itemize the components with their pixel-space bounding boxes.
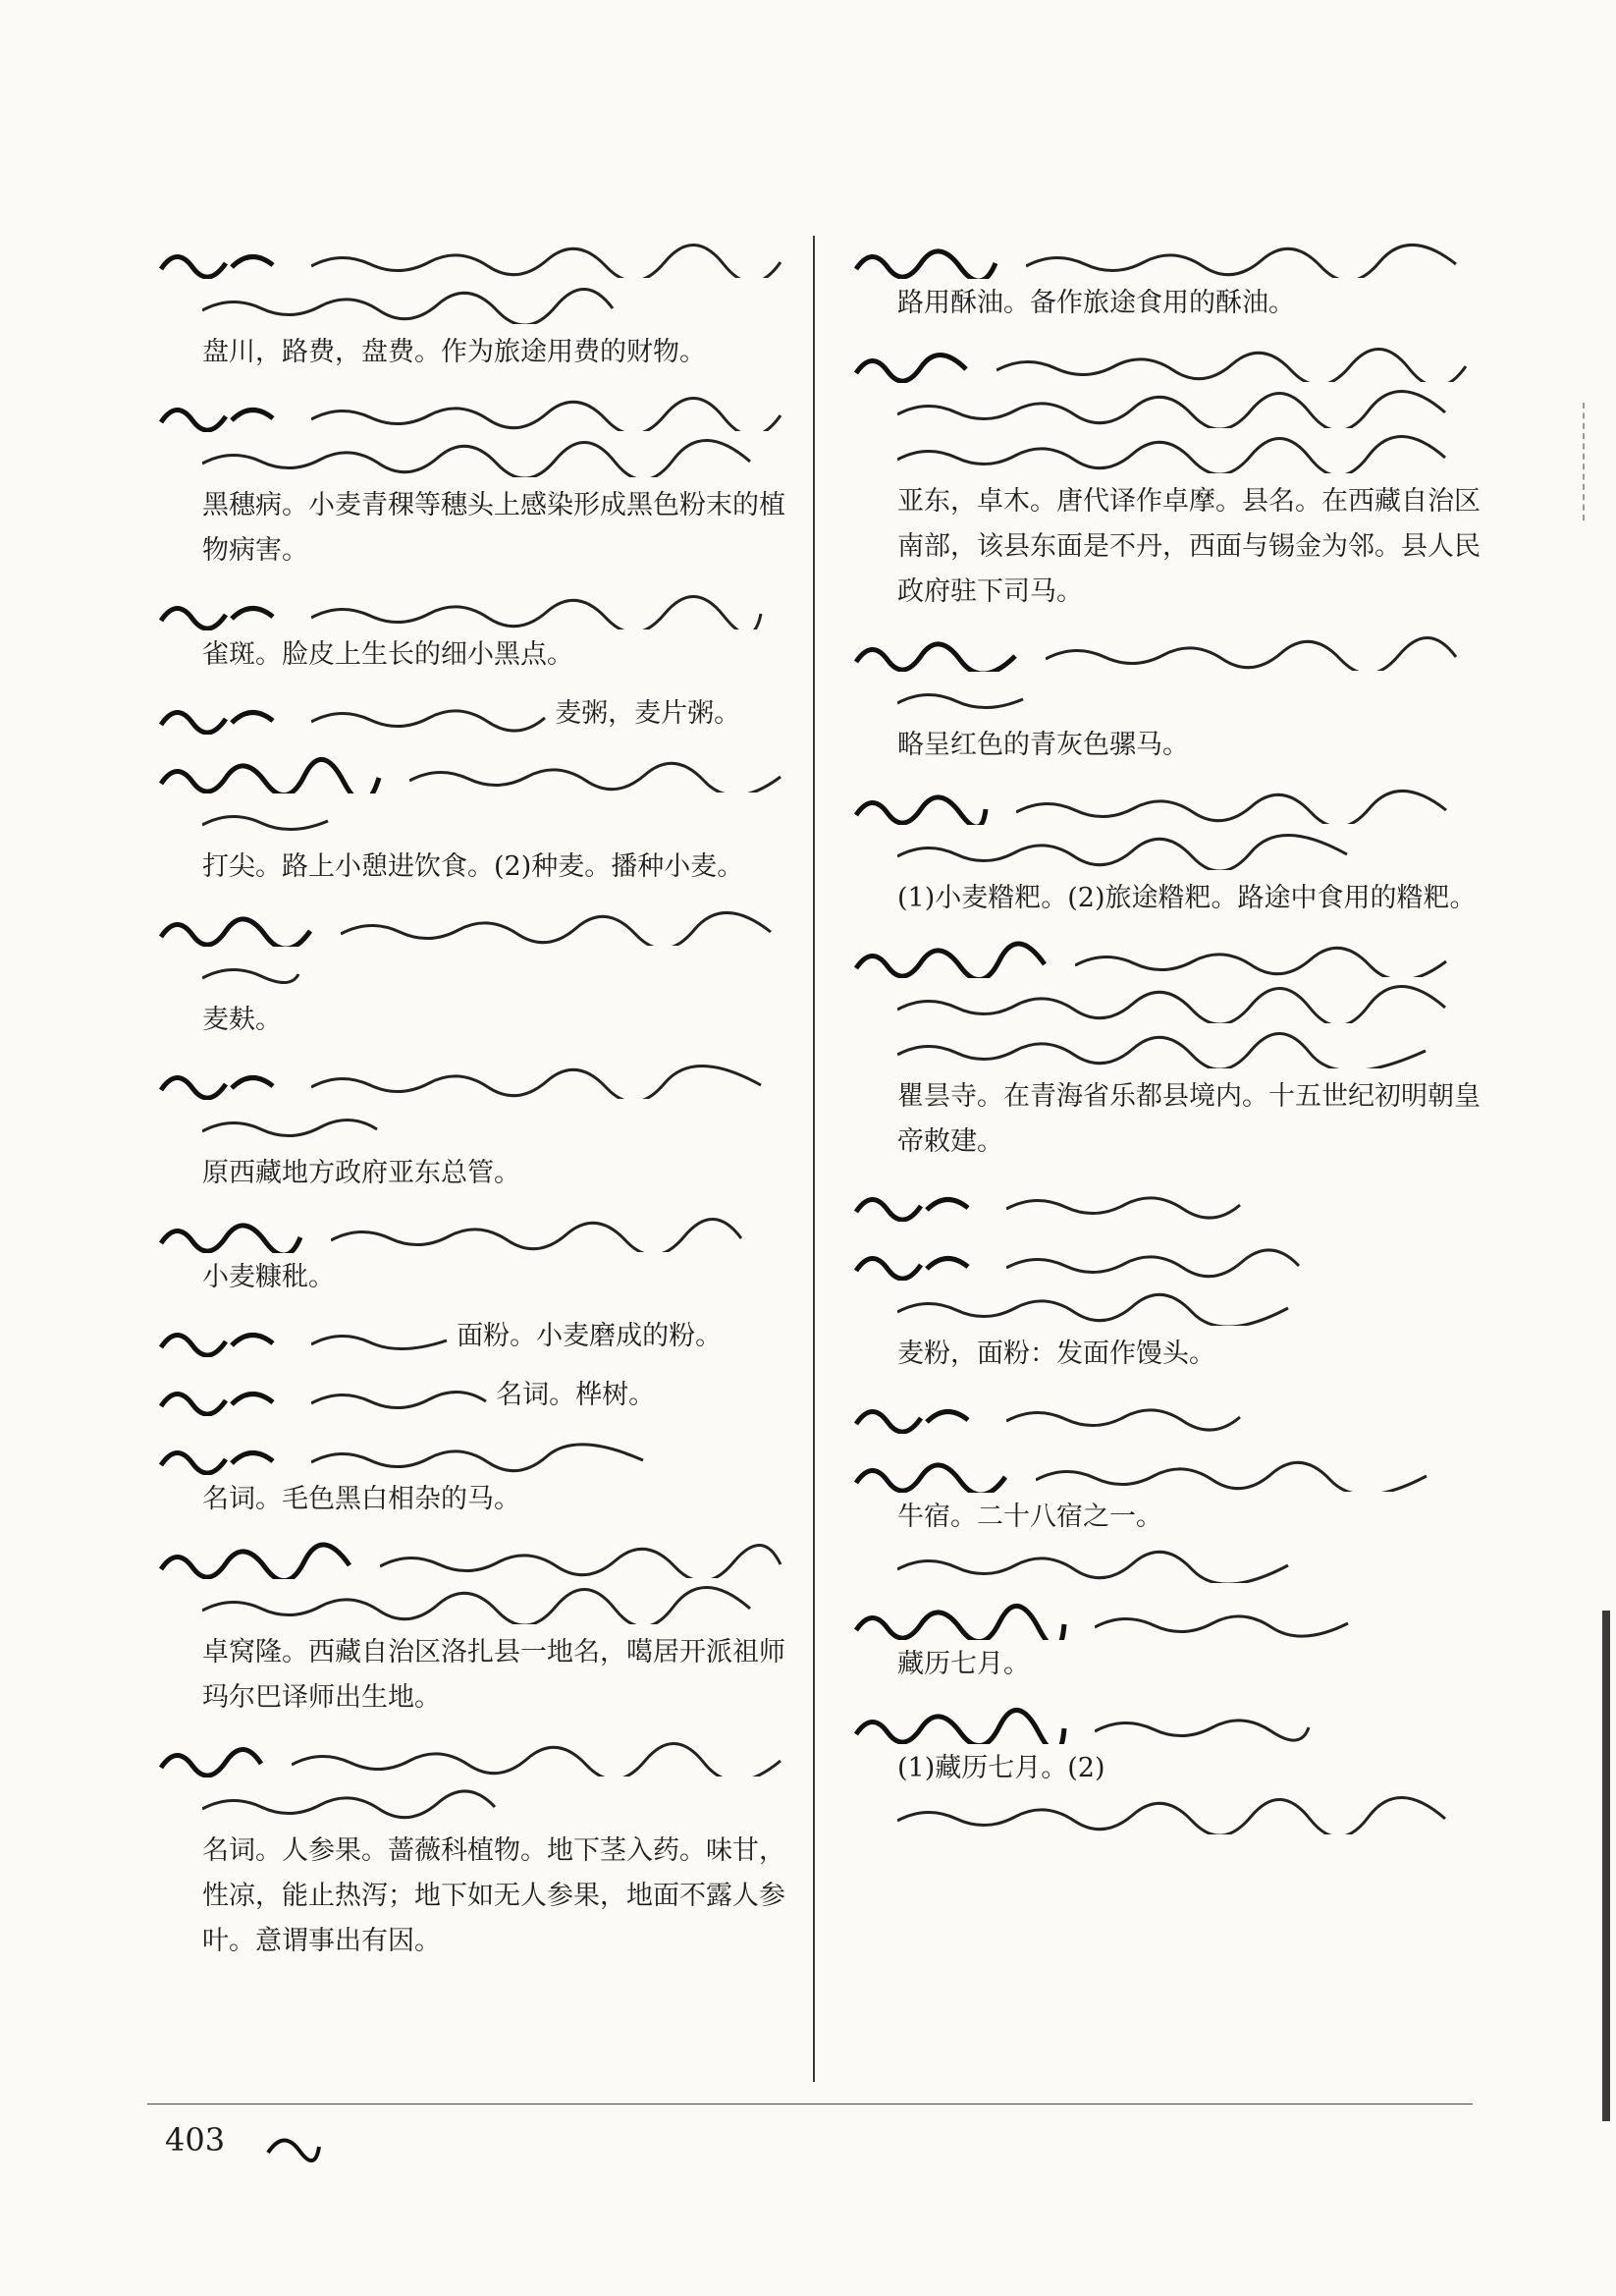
tibetan-headword	[157, 1318, 285, 1357]
tibetan-headword	[157, 591, 285, 630]
tibetan-headword	[852, 1182, 980, 1222]
chinese-gloss: 小麦糠秕。	[202, 1262, 335, 1292]
tibetan-definition-line	[202, 1585, 752, 1624]
tibetan-definition-line	[897, 389, 1447, 428]
tibetan-definition-line	[1095, 1602, 1350, 1639]
entry	[157, 750, 805, 890]
tibetan-definition-line	[202, 1783, 497, 1823]
tibetan-definition-line	[202, 1106, 379, 1145]
tibetan-headword	[157, 1738, 265, 1777]
tibetan-headword	[852, 1394, 980, 1434]
tibetan-headword	[852, 240, 999, 279]
chinese-gloss: 名词。桦树。	[496, 1380, 656, 1410]
tibetan-headword	[852, 344, 970, 383]
tibetan-definition-line	[1016, 787, 1448, 824]
tibetan-definition-line	[897, 984, 1447, 1023]
tibetan-running-head	[264, 2123, 323, 2162]
chinese-gloss: 原西藏地方政府亚东总管。	[202, 1158, 520, 1188]
chinese-gloss: 牛宿。二十八宿之一。	[897, 1502, 1162, 1532]
tibetan-definition-line	[897, 434, 1447, 473]
chinese-gloss: 盘川，路费，盘费。作为旅途用费的财物。	[202, 337, 706, 367]
entry	[157, 903, 805, 1043]
scan-edge-bar	[1602, 1611, 1610, 2121]
chinese-gloss: 略呈红色的青灰色骡马。	[897, 730, 1189, 760]
entry	[157, 1536, 805, 1721]
tibetan-definition-line	[1026, 241, 1458, 278]
entry	[852, 935, 1481, 1165]
tibetan-headword	[852, 1705, 1068, 1744]
tibetan-definition-line	[897, 1544, 1290, 1583]
tibetan-definition-line	[380, 1541, 782, 1578]
tibetan-definition-line	[1046, 633, 1458, 671]
chinese-gloss: 打尖。路上小憩进饮食。(2)种麦。播种小麦。	[202, 851, 744, 882]
entry	[852, 1597, 1481, 1687]
entry	[852, 236, 1481, 326]
tibetan-definition-line	[202, 438, 752, 477]
tibetan-headword	[157, 1061, 285, 1100]
entry	[157, 1314, 805, 1359]
tibetan-definition-line	[202, 953, 300, 992]
tibetan-headword	[157, 1377, 285, 1416]
entry	[852, 1237, 1481, 1377]
tibetan-headword	[157, 1540, 353, 1579]
entry	[852, 629, 1481, 768]
tibetan-headword	[157, 240, 285, 279]
tibetan-definition-line	[311, 1437, 645, 1474]
column-divider	[813, 236, 815, 2082]
chinese-gloss: (1)藏历七月。(2)	[897, 1753, 1105, 1783]
entry	[852, 1449, 1481, 1583]
tibetan-definition-line	[997, 345, 1468, 382]
scan-edge-mark	[1583, 403, 1594, 520]
tibetan-headword	[852, 1241, 980, 1281]
chinese-gloss: 黑穗病。小麦青稞等穗头上感染形成黑色粉末的植物病害。	[202, 490, 785, 566]
entry	[157, 389, 805, 574]
tibetan-definition-line	[311, 1062, 763, 1099]
entry	[852, 1391, 1481, 1436]
tibetan-definition-line	[1006, 1242, 1301, 1280]
entry	[157, 236, 805, 375]
tibetan-definition-line	[1095, 1706, 1311, 1743]
entry	[157, 1432, 805, 1522]
chinese-gloss: 藏历七月。	[897, 1649, 1030, 1679]
entry	[157, 1373, 805, 1418]
entry	[852, 1178, 1481, 1224]
tibetan-headword	[157, 907, 314, 947]
entry	[157, 587, 805, 678]
chinese-gloss: 路用酥油。备作旅途食用的酥油。	[897, 288, 1295, 318]
tibetan-headword	[157, 1436, 285, 1475]
tibetan-definition-line	[331, 1215, 743, 1252]
tibetan-definition-line	[292, 1739, 782, 1777]
tibetan-headword	[852, 1453, 1009, 1493]
tibetan-headword	[852, 1601, 1068, 1640]
footer-rule	[147, 2104, 1473, 2105]
tibetan-headword	[157, 393, 285, 432]
tibetan-definition-line	[897, 678, 1025, 717]
tibetan-definition-line	[1036, 1454, 1428, 1492]
chinese-gloss: 名词。毛色黑白相杂的马。	[202, 1484, 520, 1514]
tibetan-definition-line	[341, 908, 773, 946]
tibetan-definition-line	[311, 1319, 449, 1356]
chinese-gloss: 麦粉，面粉：发面作馒头。	[897, 1339, 1215, 1369]
tibetan-headword	[157, 695, 285, 735]
tibetan-definition-line	[897, 1795, 1447, 1834]
entry	[157, 1734, 805, 1964]
page-number: 403	[165, 2121, 323, 2162]
entry	[157, 1210, 805, 1300]
tibetan-definition-line	[897, 831, 1349, 870]
entry	[157, 1057, 805, 1196]
tibetan-headword	[157, 1214, 304, 1253]
tibetan-definition-line	[311, 394, 782, 431]
chinese-gloss: 亚东，卓木。唐代译作卓摩。县名。在西藏自治区南部，该县东面是不丹，西面与锡金为邻。县人民政府驻下司马。	[897, 486, 1481, 607]
chinese-gloss: 瞿昙寺。在青海省乐都县境内。十五世纪初明朝皇帝敕建。	[897, 1081, 1481, 1157]
tibetan-definition-line	[311, 592, 763, 629]
chinese-gloss: 麦麸。	[202, 1005, 282, 1035]
entry	[157, 691, 805, 737]
tibetan-headword	[852, 632, 1019, 672]
tibetan-headword	[157, 754, 383, 793]
tibetan-definition-line	[311, 696, 547, 734]
tibetan-definition-line	[311, 1378, 488, 1415]
tibetan-definition-line	[897, 1286, 1290, 1326]
chinese-gloss: 名词。人参果。蔷薇科植物。地下茎入药。味甘，性凉，能止热泻；地下如无人参果，地面不露人参叶。意谓事出有因。	[202, 1835, 785, 1956]
tibetan-definition-line	[897, 1029, 1427, 1068]
tibetan-definition-line	[1006, 1183, 1242, 1221]
chinese-gloss: 雀斑。脸皮上生长的细小黑点。	[202, 639, 573, 670]
chinese-gloss: 卓窝隆。西藏自治区洛扎县一地名，噶居开派祖师玛尔巴译师出生地。	[202, 1637, 785, 1713]
right-column	[852, 236, 1481, 1848]
entry	[852, 782, 1481, 921]
entry	[852, 340, 1481, 615]
tibetan-definition-line	[1075, 940, 1448, 977]
tibetan-headword	[852, 939, 1049, 978]
tibetan-definition-line	[409, 755, 782, 793]
chinese-gloss: 面粉。小麦磨成的粉。	[457, 1321, 723, 1351]
left-column	[157, 236, 805, 1978]
tibetan-definition-line	[202, 799, 330, 839]
tibetan-definition-line	[1006, 1395, 1242, 1433]
tibetan-definition-line	[311, 241, 782, 278]
tibetan-definition-line	[202, 285, 615, 324]
tibetan-headword	[852, 786, 990, 825]
chinese-gloss: 麦粥，麦片粥。	[555, 698, 741, 729]
chinese-gloss: (1)小麦糌粑。(2)旅途糌粑。路途中食用的糌粑。	[897, 883, 1477, 913]
entry	[852, 1701, 1481, 1834]
